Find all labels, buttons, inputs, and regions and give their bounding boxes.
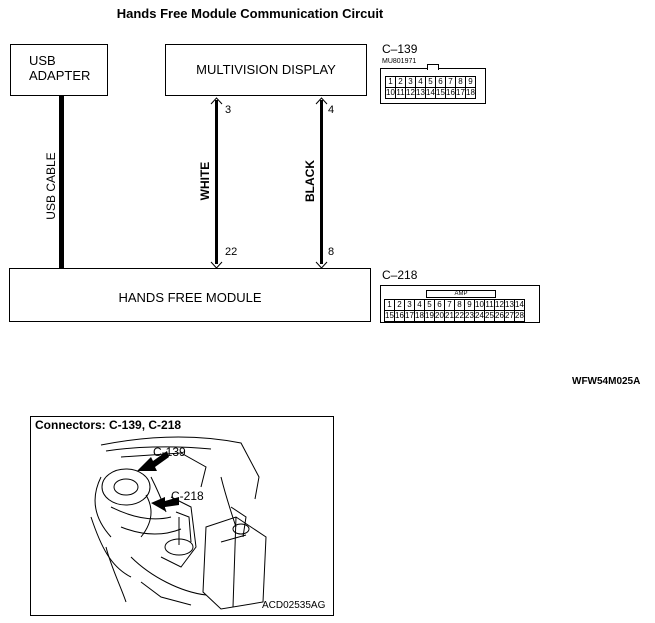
c218-pin-6: 6 [435,300,445,311]
usb-cable-label: USB CABLE [44,152,58,220]
c139-pin-10: 10 [386,88,395,97]
c218-pin-25: 25 [485,311,494,320]
c139-pin-5: 5 [426,77,436,88]
black-wire-pin-bottom: 8 [328,246,335,258]
usb-adapter-box [10,44,108,96]
c218-pin-27: 27 [505,311,514,320]
illustration-title: Connectors: C-139, C-218 [35,418,182,432]
connector-location-illustration [30,416,334,616]
c218-pin-28: 28 [515,311,524,320]
c218-pin-26: 26 [495,311,504,320]
c218-pin-12: 12 [495,300,504,309]
c218-pin-16: 16 [395,311,404,320]
c139-pin-14: 14 [426,88,435,97]
c218-pin-23: 23 [465,311,474,320]
c218-pin-8: 8 [455,300,465,311]
usb-adapter-label-line2: ADAPTER [29,68,91,83]
c139-pin-7: 7 [446,77,456,88]
connector-c218-pins [384,299,525,322]
hands-free-module-label: HANDS FREE MODULE [118,290,262,305]
black-wire-pin-top: 4 [328,104,335,116]
c139-pin-13: 13 [416,88,425,97]
c139-pin-4: 4 [416,77,426,88]
c218-pin-1: 1 [385,300,395,311]
usb-cable-wire [59,96,64,268]
c218-pin-24: 24 [475,311,484,320]
c218-pin-11: 11 [485,300,494,309]
connector-c139-lock-tab [427,64,439,70]
c218-pin-10: 10 [475,300,484,309]
c139-pin-1: 1 [386,77,396,88]
callout-c218: C-218 [171,489,204,503]
connector-c139-face [380,68,486,104]
c218-pin-5: 5 [425,300,435,311]
c139-pin-17: 17 [456,88,465,97]
c139-pin-18: 18 [466,88,475,97]
multivision-display-label: MULTIVISION DISPLAY [196,62,336,77]
diagram-code: WFW54M025A [572,376,641,387]
c139-pin-6: 6 [436,77,446,88]
c139-pin-8: 8 [456,77,466,88]
c139-pin-2: 2 [396,77,406,88]
usb-adapter-label-line1: USB [29,53,56,68]
white-wire-pin-top: 3 [225,104,232,116]
c218-pin-17: 17 [405,311,414,320]
diagram-title: Hands Free Module Communication Circuit [116,6,384,21]
c218-pin-22: 22 [455,311,464,320]
c139-pin-16: 16 [446,88,455,97]
c218-pin-20: 20 [435,311,444,320]
c139-pin-9: 9 [466,77,476,88]
c218-pin-2: 2 [395,300,405,311]
multivision-display-box [165,44,367,96]
illustration-code: ACD02535AG [262,600,326,611]
c218-pin-9: 9 [465,300,475,311]
black-wire-label: BLACK [303,160,317,202]
c218-pin-19: 19 [425,311,434,320]
connector-c218-name: C–218 [382,268,418,282]
connector-c139-part-number: MU801971 [382,58,417,65]
c139-pin-12: 12 [406,88,415,97]
hands-free-module-box [9,268,371,322]
connector-c139-pins [385,76,476,99]
callout-c139: C-139 [153,445,186,459]
c218-pin-14: 14 [515,300,524,309]
c139-pin-3: 3 [406,77,416,88]
c218-pin-18: 18 [415,311,424,320]
c139-pin-15: 15 [436,88,445,97]
c218-pin-4: 4 [415,300,425,311]
white-wire-label: WHITE [198,161,212,201]
c218-pin-7: 7 [445,300,455,311]
c218-pin-21: 21 [445,311,454,320]
connector-c218-face [380,285,540,323]
connector-c218-amp-label: AMP [454,291,468,297]
c218-pin-15: 15 [385,311,394,320]
connector-c139-name: C–139 [382,42,418,56]
white-wire-pin-bottom: 22 [225,246,238,258]
c139-pin-11: 11 [396,88,405,97]
connector-c218-amp-tab [426,290,496,298]
c218-pin-3: 3 [405,300,415,311]
c218-pin-13: 13 [505,300,514,309]
